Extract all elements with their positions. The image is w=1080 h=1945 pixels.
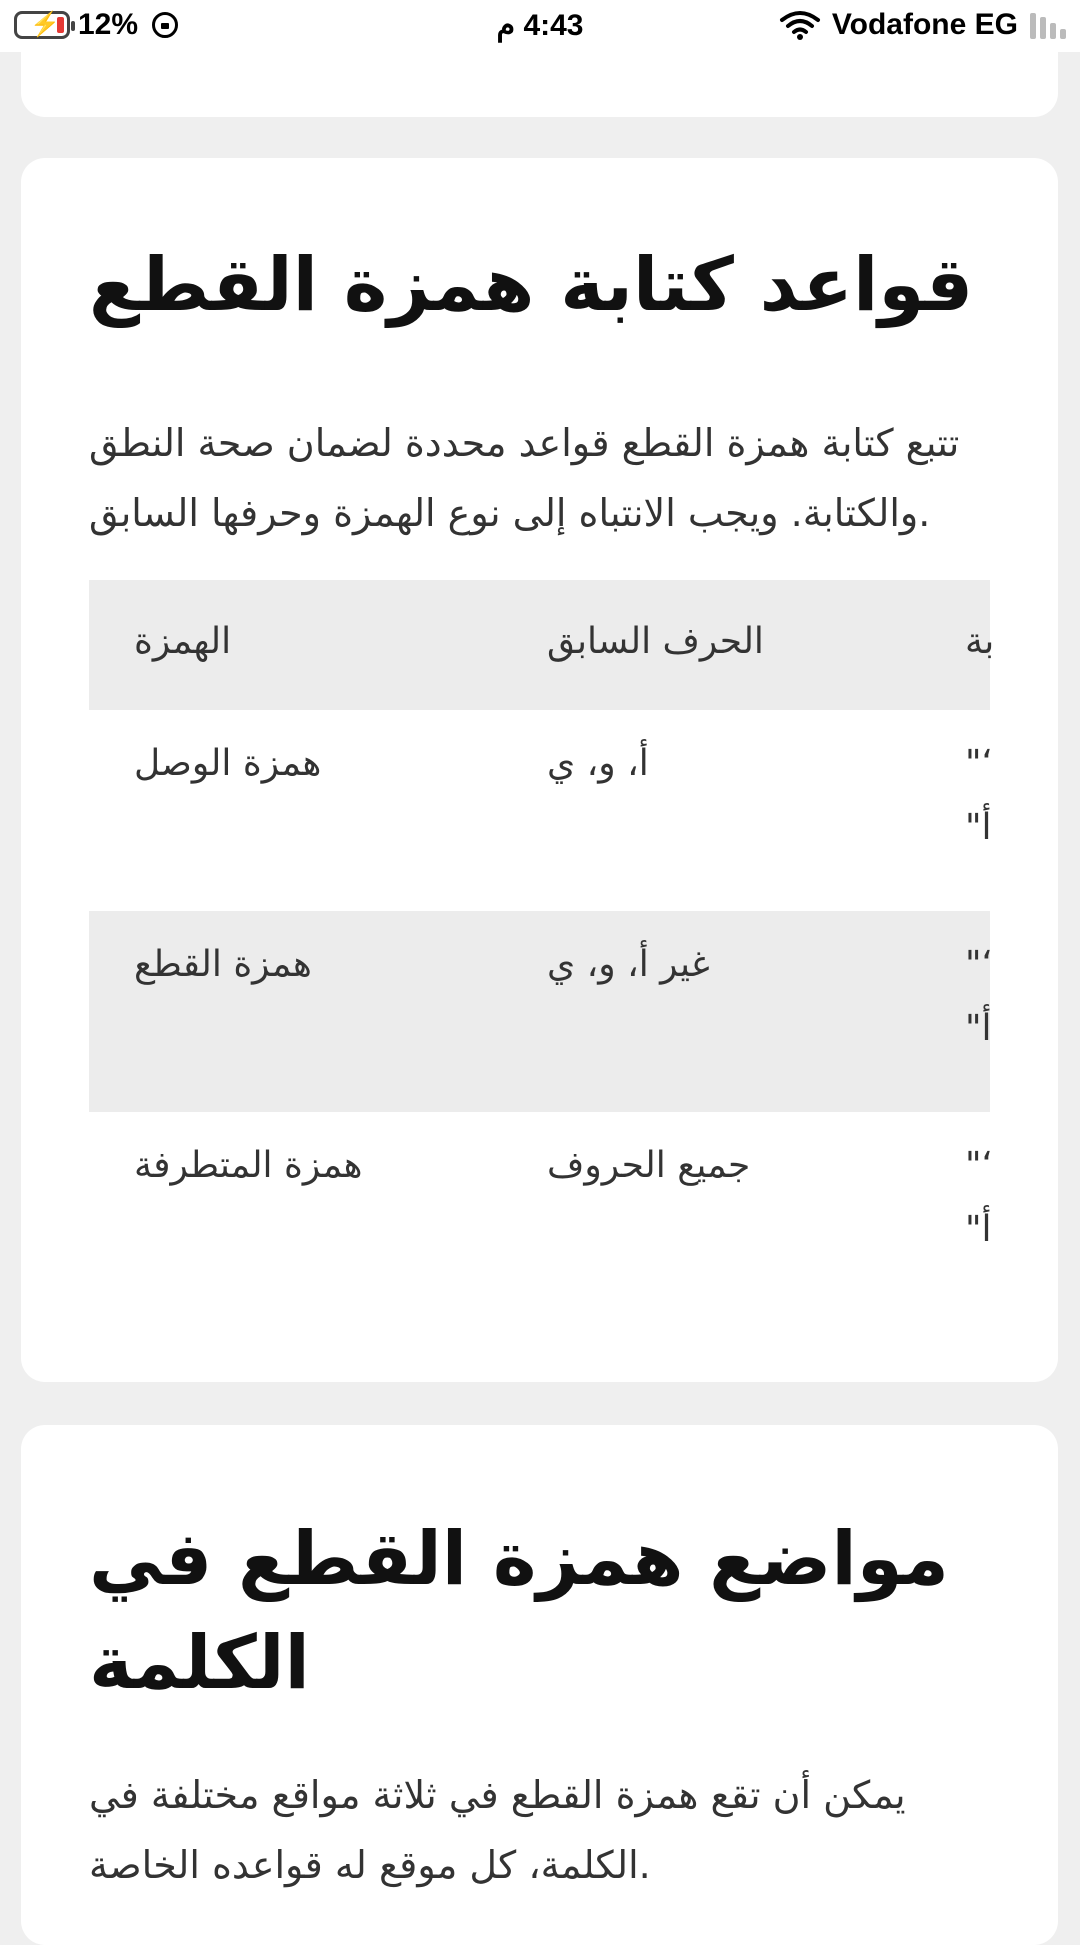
positions-paragraph-line2: .الكلمة، كل موقع له قواعده الخاصة: [89, 1843, 651, 1887]
battery-charging-icon: ⚡: [14, 11, 70, 39]
battery-percent: 12%: [78, 8, 139, 41]
wifi-icon: [780, 10, 820, 40]
rules-card: [21, 158, 1058, 1382]
header-hamza: الهمزة: [134, 621, 232, 662]
cell-prev-letter: أ، و، ي: [547, 743, 649, 784]
cell-example-line2: أ": [965, 1008, 992, 1049]
table-row: [89, 710, 994, 911]
cell-hamza: همزة المتطرفة: [134, 1145, 363, 1186]
positions-card: [21, 1425, 1058, 1945]
cell-prev-letter: غير أ، و، ي: [547, 944, 710, 985]
positions-title-line2: الكلمة: [89, 1620, 310, 1706]
positions-title-line1: مواضع همزة القطع في: [89, 1516, 949, 1602]
cell-prev-letter: جميع الحروف: [547, 1145, 751, 1186]
rules-title: قواعد كتابة همزة القطع: [89, 242, 974, 328]
rules-paragraph-line1: تتبع كتابة همزة القطع قواعد محددة لضمان صحة النطق: [89, 421, 960, 465]
positions-paragraph-line1: يمكن أن تقع همزة القطع في ثلاثة مواقع مختلفة في: [89, 1773, 906, 1817]
status-bar: [0, 0, 1080, 52]
cell-example-line1: "‘: [965, 1145, 994, 1186]
status-right: [780, 8, 1066, 42]
table-row: [89, 911, 994, 1112]
header-prev-letter: الحرف السابق: [547, 621, 764, 662]
cell-hamza: همزة الوصل: [134, 743, 322, 784]
signal-icon: [1030, 11, 1066, 39]
table-row: [89, 1112, 994, 1313]
rules-table[interactable]: [89, 580, 995, 1280]
cell-example-line2: أ": [965, 807, 992, 848]
cell-example-line1: "‘: [965, 944, 994, 985]
cell-example-line1: "‘: [965, 743, 994, 784]
carrier-name: Vodafone EG: [831, 8, 1018, 41]
cell-hamza: همزة القطع: [134, 944, 312, 985]
header-third-column: بة: [965, 621, 995, 662]
status-time: 4:43 م: [496, 9, 584, 42]
cell-example-line2: أ": [965, 1209, 992, 1250]
table-header-row: [89, 580, 995, 710]
rules-paragraph-line2: .والكتابة. ويجب الانتباه إلى نوع الهمزة وحرفها السابق: [89, 491, 931, 535]
